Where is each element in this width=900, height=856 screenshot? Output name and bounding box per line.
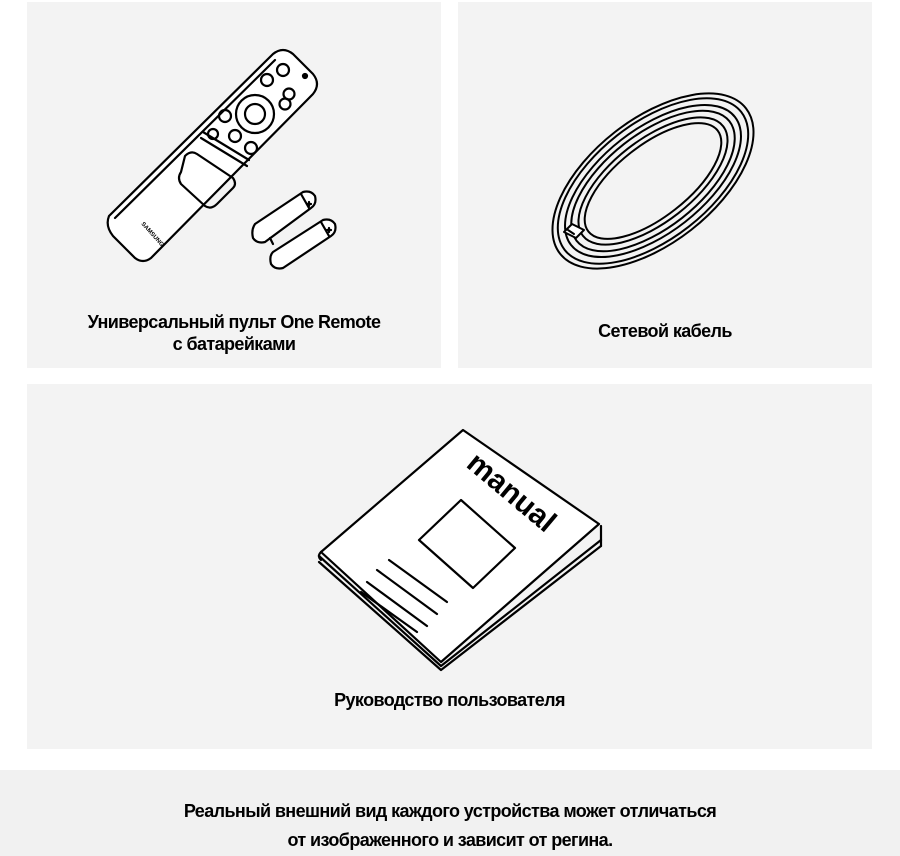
cable-caption [458,320,872,342]
manual-card [27,384,872,749]
disclaimer-line1: Реальный внешний вид каждого устройства может отличаться [183,801,717,821]
manual-caption [27,689,872,711]
remote-card [27,2,441,368]
cable-caption-text: Сетевой кабель [598,321,732,341]
power-cable-icon [528,66,778,296]
remote-brand-label: SAMSUNG [139,221,165,249]
disclaimer-note [0,797,900,855]
remote-caption-line2: с батарейками [172,334,296,354]
manual-caption-text: Руководство пользователя [334,690,565,710]
manual-cover-title: manual [460,446,563,539]
disclaimer-footer [0,770,900,856]
remote-control-icon [105,46,345,266]
remote-caption-line1: Универсальный пульт One Remote [87,312,381,332]
user-manual-icon [317,428,607,670]
disclaimer-line2: от изображенного и зависит от регина. [287,830,613,850]
remote-caption [27,311,441,355]
cable-card [458,2,872,368]
